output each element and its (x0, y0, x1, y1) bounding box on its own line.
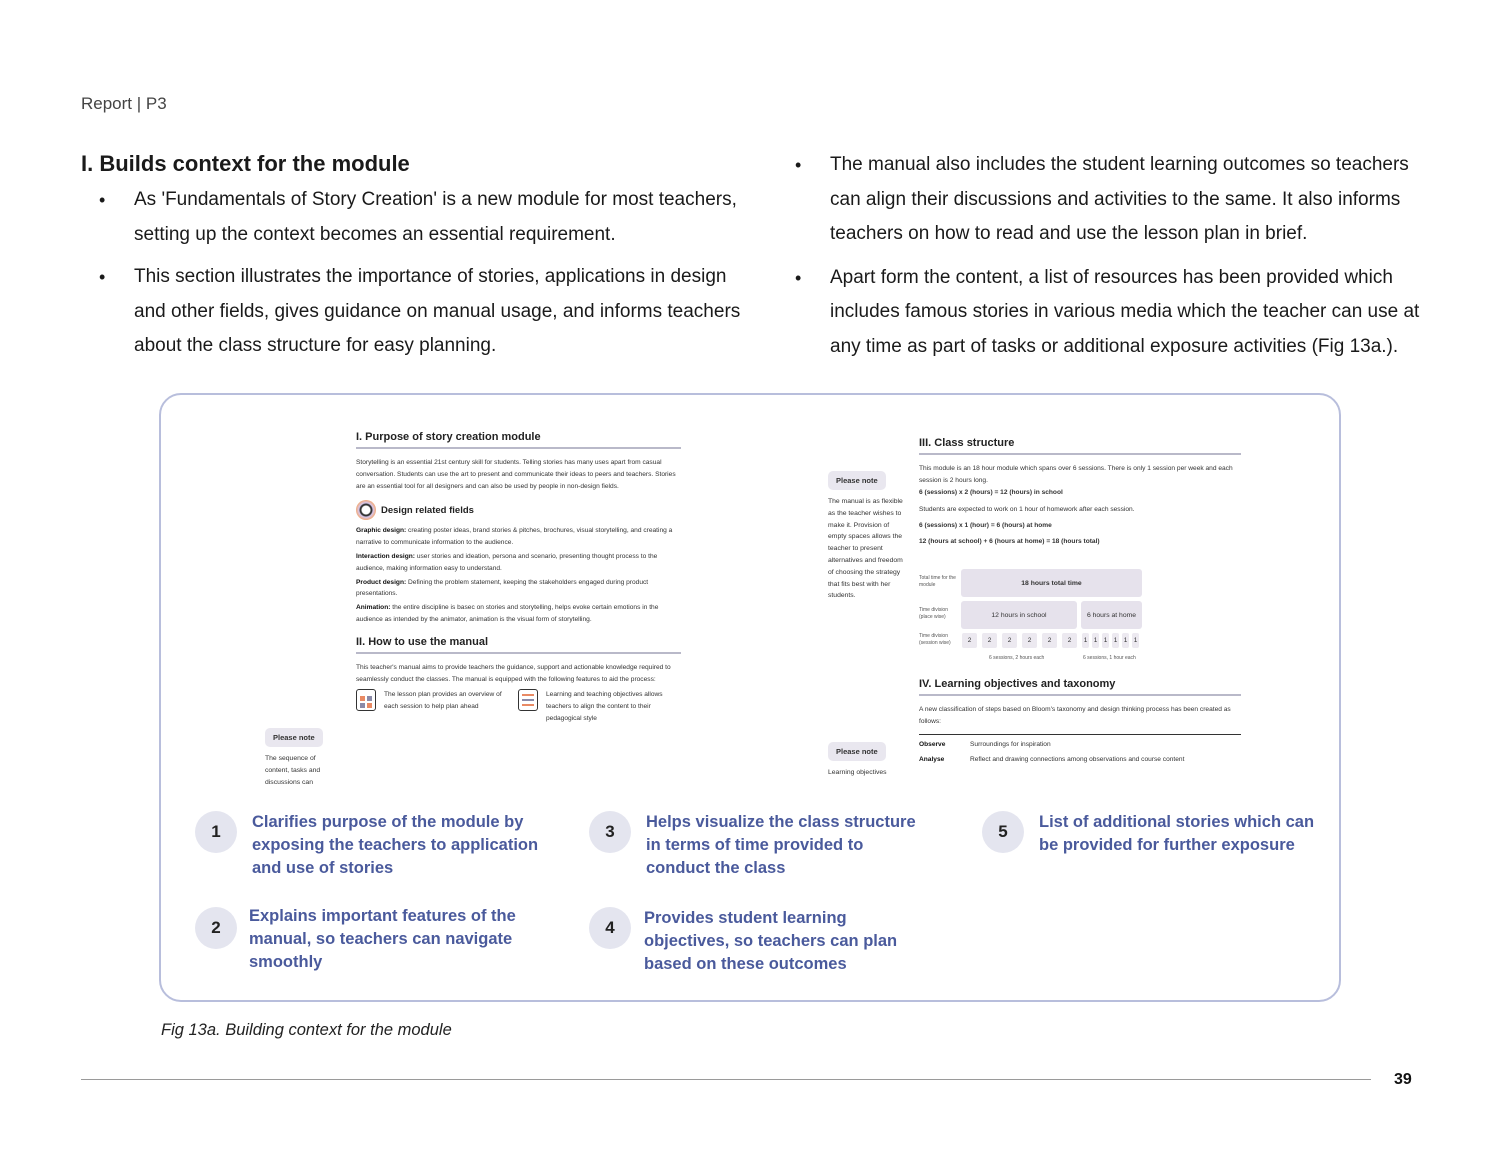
table-row: Analyse Reflect and drawing connections among observations and course content (919, 756, 1185, 764)
structure-text: This module is an 18 hour module which spans over 6 sessions. There is only 1 session per week and each session is 2 hours long. (919, 465, 1233, 484)
bullet-icon: • (99, 190, 106, 210)
table-row: Observe Surroundings for inspiration (919, 740, 1051, 748)
callout-number: 3 (589, 811, 631, 853)
structure-formula: 6 (sessions) x 2 (hours) = 12 (hours) in school (919, 488, 1063, 496)
session-cell: 1 (1092, 633, 1099, 648)
home-time-box: 6 hours at home (1081, 601, 1142, 629)
manual-features (356, 689, 681, 724)
callout-3 (589, 811, 939, 880)
callout-4 (589, 907, 939, 976)
structure-formula: 6 (sessions) x 1 (hour) = 6 (hours) at home (919, 522, 1052, 530)
bullet-icon: • (795, 155, 802, 175)
total-time-box: 18 hours total time (961, 569, 1142, 597)
structure-formula: 12 (hours at school) + 6 (hours at home) = 18 (hours total) (919, 537, 1100, 545)
list-item: • The manual also includes the student learning outcomes so teachers can align their discussions and activities to the same. It also informs teachers on how to read and use the lesson plan in brief. (795, 148, 1435, 252)
callout-number: 2 (195, 907, 237, 949)
callout-1 (195, 811, 545, 880)
session-cell: 2 (1062, 633, 1077, 648)
objectives-intro: A new classification of steps based on Bloom's taxonomy and design thinking process has been created as follows: (919, 706, 1231, 725)
figure-frame: I. Purpose of story creation module Storytelling is an essential 21st century skill for students. Telling stories has many uses apart from casual conversation. Students can use the art to present and communicate their ideas to peers and teachers. Stories are an essential tool for all designers and can also be used by people in non-design fields. Design related fields Graphic design: creating poster ideas, brand stories & pitches, brochures, visual storytelling, and creating a narrative to communicate information to the audience. Interaction design: user stories and ideation, persona and scenario, presenting thought process to the audience, making information easy to understand. Product design: Defining the problem statement, keeping the stakeholders engaged during product presentations. Animation: the entire discipline is basec on stories and storytelling, helps evoke certain emotions in the audience as intended by the animator, animation is the visual form of storytelling. II. How to use the manual This teacher's manual aims to provide teachers the guidance, support and actionable knowledge required to seamlessly conduct the classes. The manual is equipped with the following features to aid the process: The lesson plan provides an overview of each session to help plan ahead Learning and teaching objectives allows teachers to align the content to their pedagogical style Please note The sequence of content, tasks and discussions can Please note The manual is as flexible as the teacher wishes to make it. Provision of empty spaces allows the teacher to present alternatives and freedom of choosing the strategy that fits best with her students. Please note Learning objectives III. Class structure This module is an 18 hour module which spans over 6 sessions. There is only 1 session per week and each session is 2 hours long. 6 (sessions) x 2 (hours) = 12 (hours) in school Students are expected to work on 1 hour of homework after each session. 6 (sessions) x 1 (hour) = 6 (hours) at home 12 (hours at school) + 6 (hours at home) = 18 (hours total) Total time for the module 18 hours total time Time division (place wise) 12 hours in school 6 hours at home Time division (session wise) 2 2 2 2 2 2 1 1 1 1 1 1 6 sessions, 2 hours each 6 sessions, 1 hour each IV. Learning objectives and taxonomy A new classification of steps based on Bloom's taxonomy and design thinking process has been created as follows: Observe Surroundings for inspiration Analyse Reflect and drawing connections among observations and course content 1 Clarifies purpose of the module by exposing the teachers to application and use of stories 2 Explains important features of the manual, so teachers can navigate smoothly 3 Helps visualize the class structure in terms of time provided to conduct the class 4 Provides student learning objectives, so teachers can plan based on these outcomes 5 List of additional stories which can be provided for further exposure (159, 393, 1341, 1002)
school-time-box: 12 hours in school (961, 601, 1077, 629)
section-title: I. Builds context for the module (81, 151, 410, 176)
bullet-icon: • (795, 267, 802, 288)
note-objectives: Learning objectives (828, 769, 887, 776)
session-cell: 1 (1122, 633, 1129, 648)
callout-text: Provides student learning objectives, so teachers can plan based on these outcomes (644, 909, 898, 973)
list-item: Graphic design: creating poster ideas, brand stories & pitches, brochures, visual storytelling, and creating a narrative to communicate information to the audience. (356, 527, 673, 547)
page-number: 39 (1394, 1071, 1412, 1088)
class-structure-heading: III. Class structure (919, 437, 1241, 455)
session-cell: 2 (1022, 633, 1037, 648)
callout-text: Helps visualize the class structure in terms of time provided to conduct the class (646, 813, 916, 877)
left-column (81, 151, 741, 372)
design-fields-list (356, 525, 681, 625)
design-fields-heading: Design related fields (356, 500, 681, 520)
structure-text: Students are expected to work on 1 hour of homework after each session. (919, 506, 1135, 514)
note-tag: Please note (828, 471, 886, 490)
manual-heading: II. How to use the manual (356, 636, 681, 654)
callout-text: List of additional stories which can be provided for further exposure (1039, 813, 1315, 854)
page-header: Report | P3 (81, 94, 167, 113)
session-cell: 1 (1082, 633, 1089, 648)
checklist-icon (518, 689, 538, 711)
session-cell: 1 (1112, 633, 1119, 648)
purpose-heading: I. Purpose of story creation module (356, 431, 681, 449)
callout-text: Explains important features of the manual, so teachers can navigate smoothly (249, 907, 516, 971)
list-item: Interaction design: user stories and ideation, persona and scenario, presenting thought process to the audience, making information easy to understand. (356, 552, 658, 572)
purpose-section (356, 431, 681, 725)
feature-objectives: Learning and teaching objectives allows teachers to align the content to their pedagogical style (518, 689, 666, 724)
note-flexible: The manual is as flexible as the teacher wishes to make it. Provision of empty spaces allows the teacher to present alternatives and freedom of choosing the strategy that fits best with her students. (828, 498, 903, 600)
list-item: • This section illustrates the importance of stories, applications in design and other fields, gives guidance on manual usage, and informs teachers about the class structure for easy planning. (81, 260, 741, 364)
list-item: Product design: Defining the problem statement, keeping the stakeholders engaged during product presentations. (356, 578, 649, 598)
session-cell: 2 (1042, 633, 1057, 648)
class-structure-section (919, 437, 1241, 548)
feature-lesson-plan: The lesson plan provides an overview of each session to help plan ahead (356, 689, 518, 724)
purpose-intro: Storytelling is an essential 21st century skill for students. Telling stories has many uses apart from casual conversation. Students can use the art to present and communicate their ideas to peers and teachers. Stories are an essential tool for all designers and can also be used by people in non-design fields. (356, 459, 676, 490)
callout-2 (195, 905, 545, 974)
objectives-heading: IV. Learning objectives and taxonomy (919, 678, 1241, 696)
footer-divider (81, 1079, 1371, 1080)
callout-text: Clarifies purpose of the module by exposing the teachers to application and use of stories (252, 813, 539, 877)
list-item: • Apart form the content, a list of resources has been provided which includes famous stories in various media which the teacher can use at any time as part of tasks or additional exposure activities (Fig 13a.). (795, 261, 1435, 365)
note-tag: Please note (828, 742, 886, 761)
figure-caption: Fig 13a. Building context for the module (161, 1021, 452, 1039)
list-item: Animation: the entire discipline is basec on stories and storytelling, helps evoke certain emotions in the audience as intended by the animator, animation is the visual form of storytelling. (356, 604, 659, 623)
note-tag: Please note (265, 728, 323, 747)
callout-number: 5 (982, 811, 1024, 853)
right-column (795, 148, 1435, 373)
design-fields-icon (356, 500, 376, 520)
manual-intro: This teacher's manual aims to provide teachers the guidance, support and actionable knowledge required to seamlessly conduct the classes. The manual is equipped with the following features to aid the process: (356, 663, 671, 683)
session-cell: 1 (1132, 633, 1139, 648)
bullet-icon: • (99, 267, 106, 287)
taxonomy-table (919, 734, 1241, 767)
session-cell: 2 (1002, 633, 1017, 648)
note-sequence: The sequence of content, tasks and discussions can (265, 755, 321, 786)
callout-number: 4 (589, 907, 631, 949)
session-cell: 1 (1102, 633, 1109, 648)
callout-5 (982, 811, 1322, 857)
session-cell: 2 (982, 633, 997, 648)
calendar-icon (356, 689, 376, 711)
objectives-section (919, 678, 1241, 766)
left-bullet-list (81, 183, 741, 364)
callout-number: 1 (195, 811, 237, 853)
right-bullet-list (795, 148, 1435, 364)
session-cell: 2 (962, 633, 977, 648)
list-item: • As 'Fundamentals of Story Creation' is a new module for most teachers, setting up the context becomes an essential requirement. (81, 183, 741, 252)
